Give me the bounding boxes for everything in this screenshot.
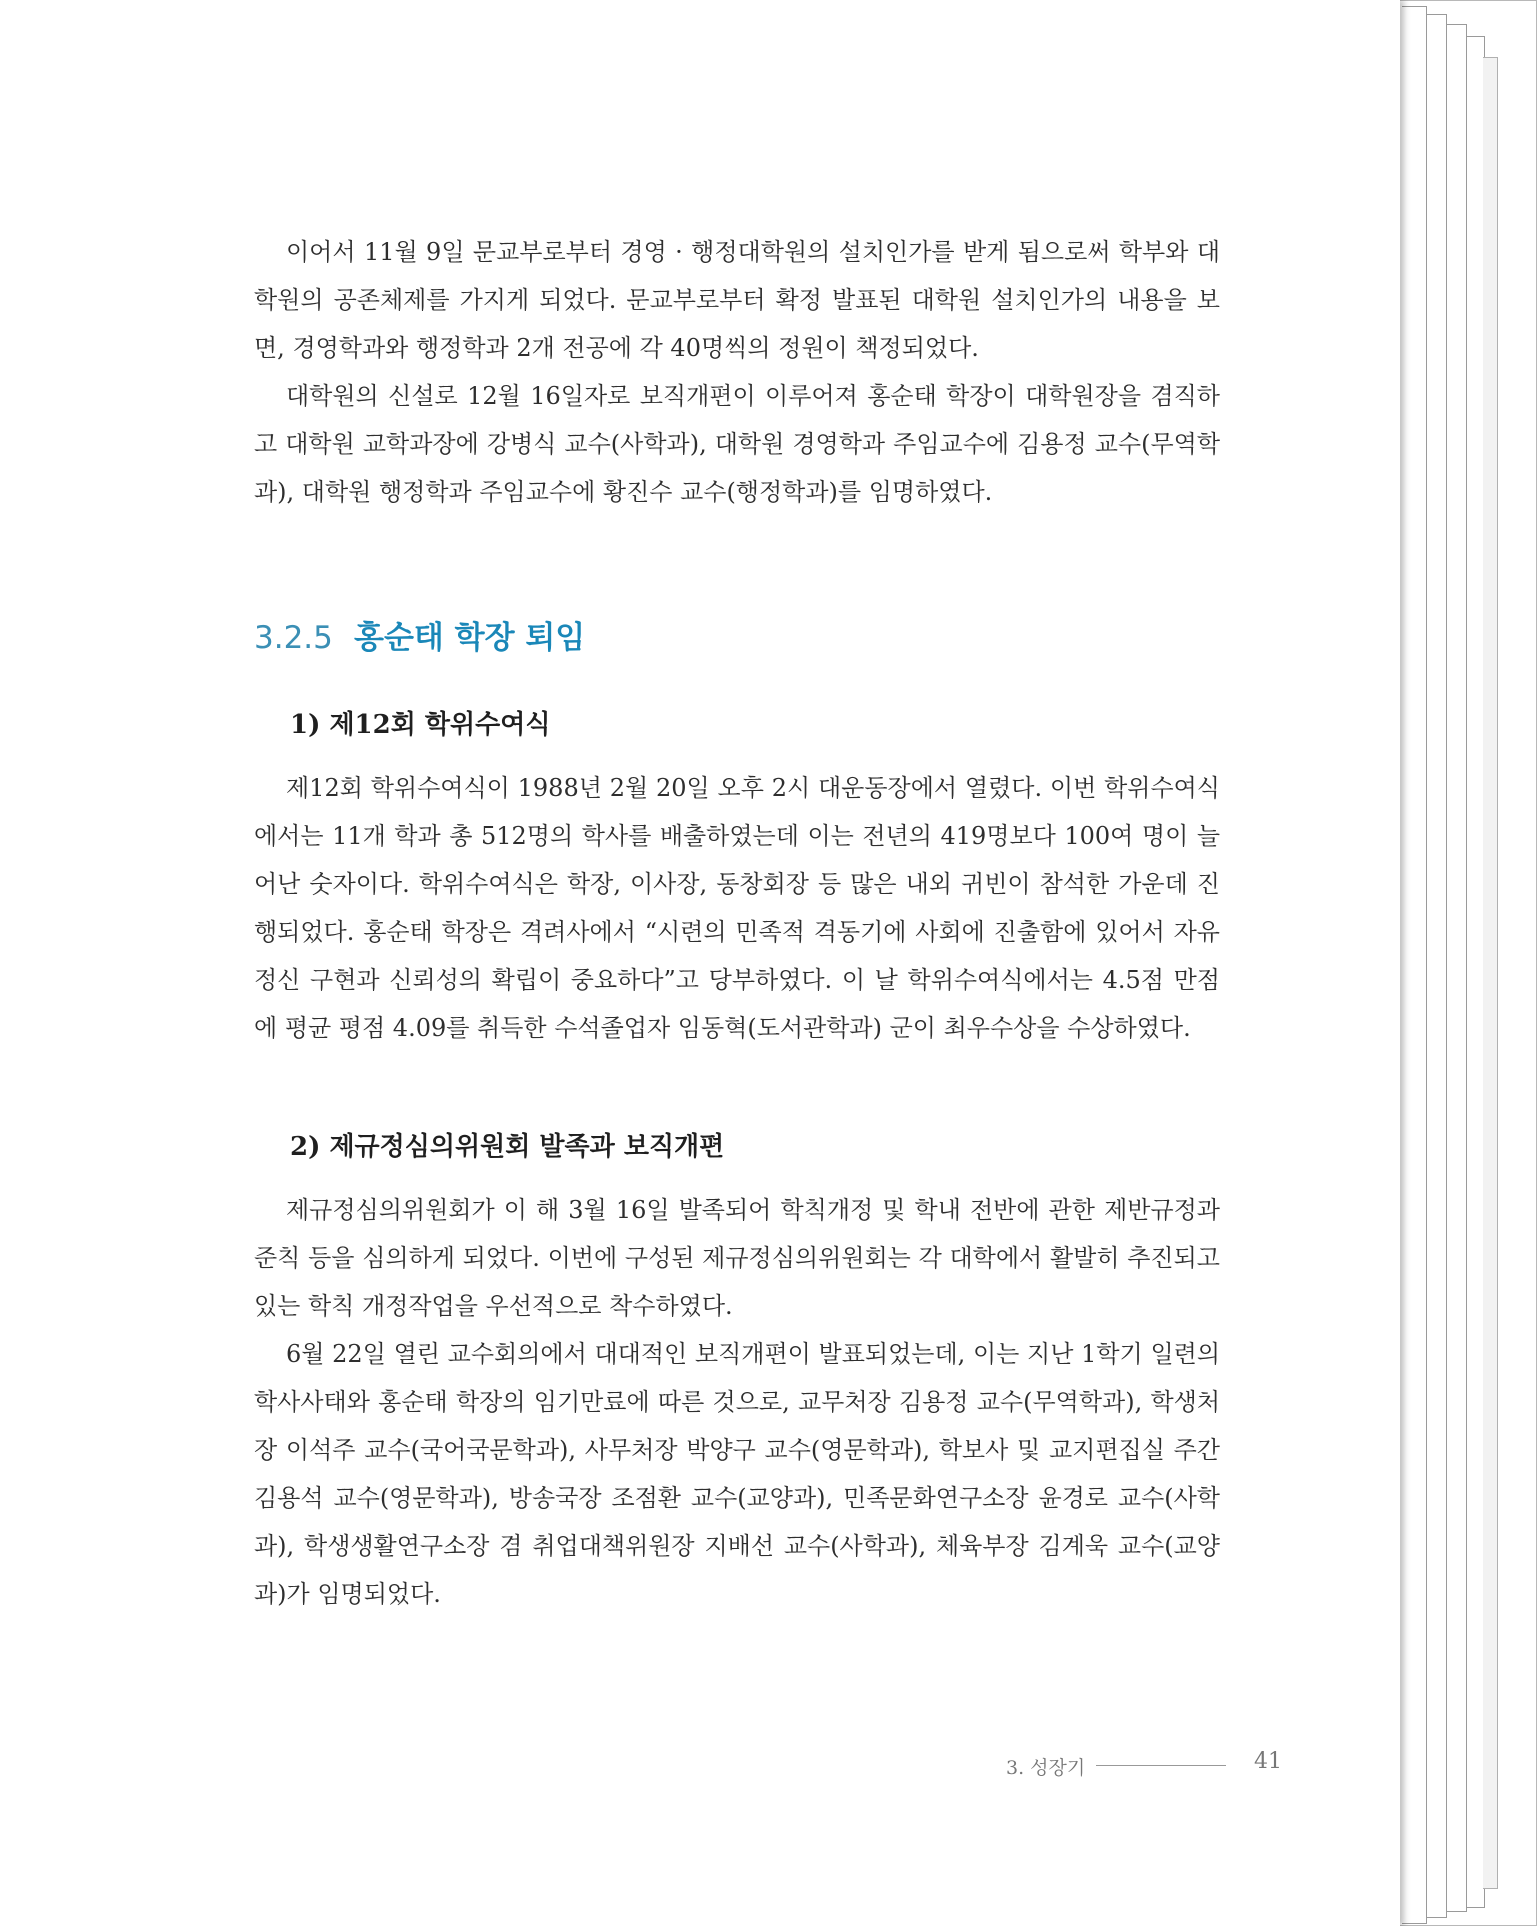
chapter-label: 3. 성장기 (1006, 1757, 1086, 1779)
subsection-title-1: 1) 제12회 학위수여식 (290, 710, 551, 740)
section-heading (254, 612, 585, 657)
page-stack-edge (1402, 6, 1427, 1924)
intro-paragraph-1: 이어서 11월 9일 문교부로부터 경영 · 행정대학원의 설치인가를 받게 됨으로써 학부와 대학원의 공존체제를 가지게 되었다. 문교부로부터 확정 발표된 대학원 설치인가의 내용을 보면, 경영학과와 행정학과 2개 전공에 각 40명씩의 정원이 책정되었다. (254, 238, 1220, 362)
subsection-title-2: 2) 제규정심의위원회 발족과 보직개편 (290, 1132, 725, 1162)
footer-rule (1096, 1765, 1226, 1766)
page-footer (1006, 1749, 1282, 1779)
section-title: 홍순태 학장 퇴임 (354, 620, 586, 656)
subsection-2-paragraph-1: 제규정심의위원회가 이 해 3월 16일 발족되어 학칙개정 및 학내 전반에 관한 제반규정과 준칙 등을 심의하게 되었다. 이번에 구성된 제규정심의위원회는 각 대학에서 활발히 추진되고 있는 학칙 개정작업을 우선적으로 착수하였다. (254, 1196, 1220, 1320)
subsection-1-paragraph-1: 제12회 학위수여식이 1988년 2월 20일 오후 2시 대운동장에서 열렸다. 이번 학위수여식에서는 11개 학과 총 512명의 학사를 배출하였는데 이는 전년의 419명보다 100여 명이 늘어난 숫자이다. 학위수여식은 학장, 이사장, 동창회장 등 많은 내외 귀빈이 참석한 가운데 진행되었다. 홍순태 학장은 격려사에서 “시련의 민족적 격동기에 사회에 진출함에 있어서 자유정신 구현과 신뢰성의 확립이 중요하다”고 당부하였다. 이 날 학위수여식에서는 4.5점 만점에 평균 평점 4.09를 취득한 수석졸업자 임동혁(도서관학과) 군이 최우수상을 수상하였다. (254, 774, 1220, 1042)
section-number: 3.2.5 (254, 620, 333, 656)
page-number: 41 (1254, 1749, 1282, 1774)
intro-paragraph-2: 대학원의 신설로 12월 16일자로 보직개편이 이루어져 홍순태 학장이 대학원장을 겸직하고 대학원 교학과장에 강병식 교수(사학과), 대학원 경영학과 주임교수에 김용정 교수(무역학과), 대학원 행정학과 주임교수에 황진수 교수(행정학과)를 임명하였다. (254, 382, 1220, 506)
subsection-2-paragraph-2: 6월 22일 열린 교수회의에서 대대적인 보직개편이 발표되었는데, 이는 지난 1학기 일련의 학사사태와 홍순태 학장의 임기만료에 따른 것으로, 교무처장 김용정 교수(무역학과), 학생처장 이석주 교수(국어국문학과), 사무처장 박양구 교수(영문학과), 학보사 및 교지편집실 주간 김용석 교수(영문학과), 방송국장 조점환 교수(교양과), 민족문화연구소장 윤경로 교수(사학과), 학생생활연구소장 겸 취업대책위원장 지배선 교수(사학과), 체육부장 김계욱 교수(교양과)가 임명되었다. (254, 1340, 1220, 1608)
